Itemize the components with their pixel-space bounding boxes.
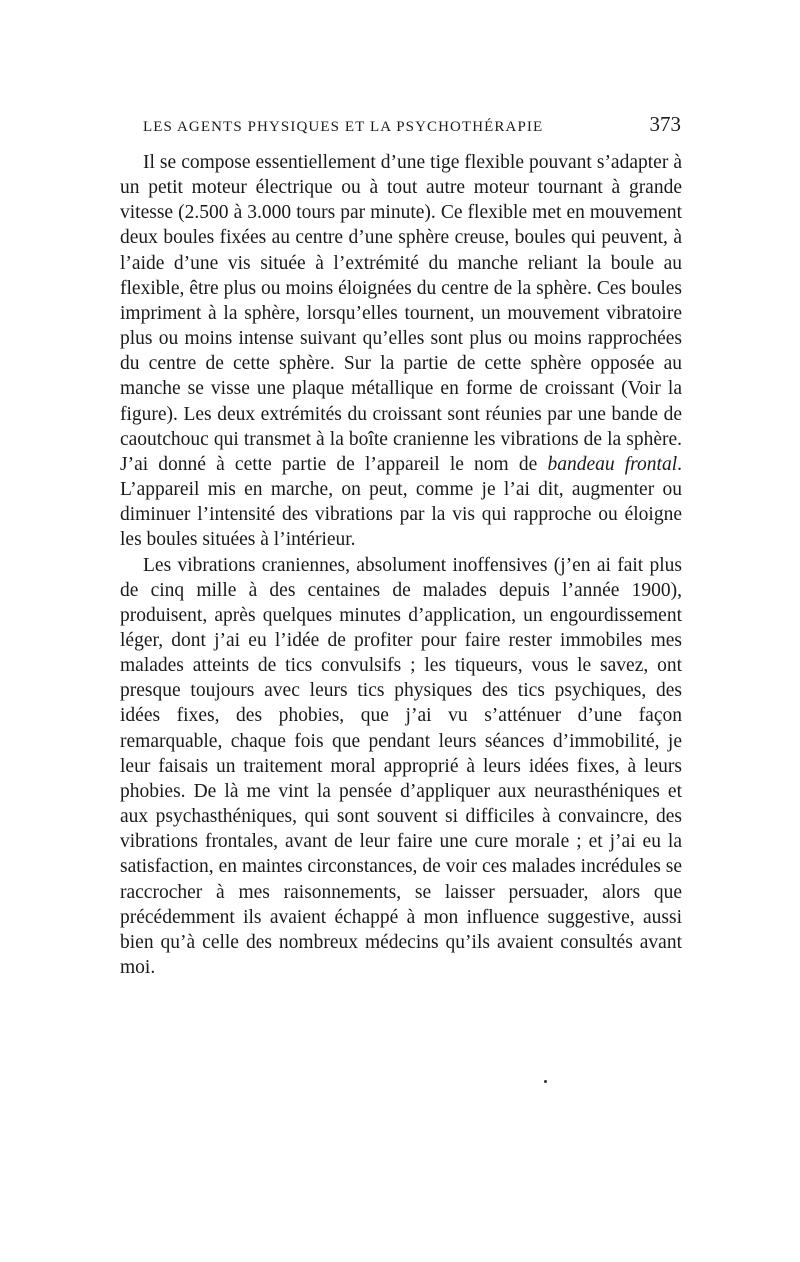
running-head (143, 112, 681, 142)
paragraph-1-italic-term: bandeau frontal (547, 453, 678, 475)
paragraph-1 (120, 150, 682, 553)
paragraph-2: Les vibrations craniennes, absolument inoffensives (j’en ai fait plus de cinq mille à des centaines de malades depuis l’année 1900), produisent, après quelques minutes d’application, un engourdissement léger, dont j’ai eu l’idée de profiter pour faire rester immobiles mes malades atteints de tics convulsifs ; les tiqueurs, vous le savez, ont presque toujours avec leurs tics physiques des tics psychiques, des idées fixes, des phobies, que j’ai vu s’atténuer d’une façon remarquable, chaque fois que pendant leurs séances d’immobilité, je leur faisais un traitement moral approprié à leurs idées fixes, à leurs phobies. De là me vint la pensée d’appliquer aux neurasthéniques et aux psychasthéniques, qui sont souvent si difficiles à convaincre, des vibrations frontales, avant de leur faire une cure morale ; et j’ai eu la satisfaction, en maintes circonstances, de voir ces malades incrédules se raccrocher à mes raisonnements, se laisser persuader, alors que précédemment ils avaient échappé à mon influence suggestive, aussi bien qu’à celle des nombreux médecins qu’ils avaient consultés avant moi. (120, 554, 682, 978)
body-text (120, 150, 682, 980)
page-number: 373 (649, 112, 681, 136)
paragraph-1-text-start: Il se compose essentiellement d’une tige flexible pouvant s’adapter à un petit moteur électrique ou à tout autre moteur tournant à grande vitesse (2.500 à 3.000 tours par minute). Ce flexible met en mouvement deux boules fixées au centre d’une sphère creuse, boules qui peuvent, à l’aide d’une vis située à l’extrémité du manche reliant la boule au flexible, être plus ou moins éloignées du centre de la sphère. Ces boules impriment à la sphère, lorsqu’elles tournent, un mouvement vibratoire plus ou moins intense suivant qu’elles sont plus ou moins rapprochées du centre de cette sphère. Sur la partie de cette sphère opposée au manche se visse une plaque métallique en forme de croissant (Voir la figure). Les deux extrémités du croissant sont réunies par une bande de caoutchouc qui transmet à la boîte cranienne les vibrations de la sphère. J’ai donné à cette partie de l’appareil le nom de (120, 152, 682, 475)
print-speck (544, 1080, 547, 1083)
paragraph-1-text-end: . L’appareil mis en marche, on peut, comme je l’ai dit, augmenter ou diminuer l’intensité des vibrations par la vis qui rapproche ou éloigne les boules situées à l’intérieur. (120, 453, 682, 551)
running-head-title: LES AGENTS PHYSIQUES ET LA PSYCHOTHÉRAPIE (143, 119, 544, 135)
